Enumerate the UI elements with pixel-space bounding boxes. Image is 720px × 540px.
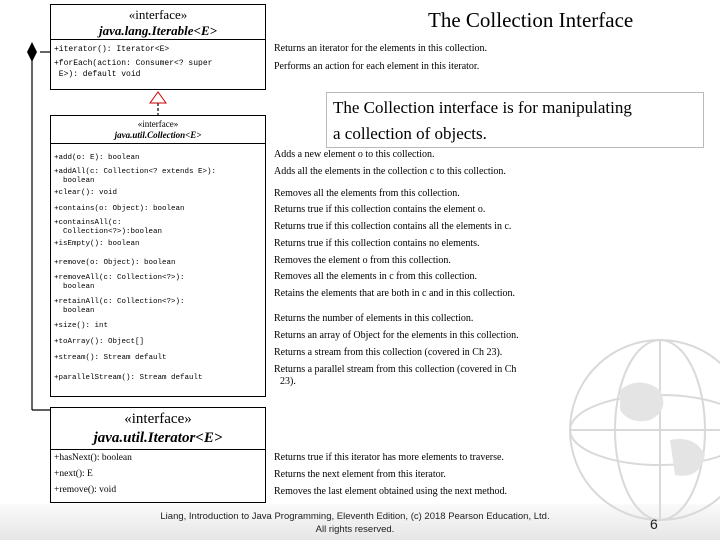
page-number: 6 <box>650 516 658 532</box>
collection-desc: 23). <box>280 376 296 387</box>
globe-watermark-icon <box>560 330 720 530</box>
collection-method: boolean <box>54 177 95 185</box>
iterator-desc: Removes the last element obtained using the next method. <box>274 486 508 497</box>
iterable-interface-box <box>50 4 266 90</box>
footer-text <box>140 510 570 536</box>
collection-method: +retainAll(c: Collection<?>): <box>54 298 185 306</box>
iterator-interface-box <box>50 407 266 503</box>
collection-method: +clear(): void <box>54 189 118 197</box>
collection-method: +parallelStream(): Stream default <box>54 374 203 382</box>
iterable-desc: Returns an iterator for the elements in this collection. <box>274 43 487 54</box>
collection-method: +toArray(): Object[] <box>54 338 145 346</box>
footer-line: Liang, Introduction to Java Programming, Eleventh Edition, (c) 2018 Pearson Education, Ltd. <box>160 511 550 522</box>
iterator-stereotype: «interface» <box>124 411 192 427</box>
iterable-method: E>): default void <box>54 70 141 79</box>
slide-title: The Collection Interface <box>428 8 634 32</box>
footer-line: All rights reserved. <box>315 524 395 535</box>
iterable-header <box>51 5 265 40</box>
collection-desc: Returns true if this collection contains all the elements in c. <box>274 221 512 232</box>
collection-desc: Returns true if this collection contains the element o. <box>274 204 486 215</box>
collection-desc: Removes the element o from this collection. <box>274 255 451 266</box>
iterator-desc: Returns true if this iterator has more elements to traverse. <box>274 452 504 463</box>
collection-method: +contains(o: Object): boolean <box>54 205 185 213</box>
collection-desc: Returns true if this collection contains no elements. <box>274 238 480 249</box>
iterator-method: +hasNext(): boolean <box>54 453 132 463</box>
iterable-stereotype: «interface» <box>128 7 188 22</box>
collection-desc: Returns the number of elements in this collection. <box>274 313 474 324</box>
collection-method: +size(): int <box>54 322 109 330</box>
collection-desc: Removes all the elements in c from this collection. <box>274 271 478 282</box>
collection-method: +add(o: E): boolean <box>54 154 140 162</box>
iterable-name: java.lang.Iterable<E> <box>98 23 218 38</box>
collection-desc: Returns a stream from this collection (covered in Ch 23). <box>274 347 503 358</box>
collection-desc: Removes all the elements from this collection. <box>274 188 460 199</box>
collection-method: +removeAll(c: Collection<?>): <box>54 274 185 282</box>
collection-header <box>51 116 265 144</box>
collection-method: boolean <box>54 283 95 291</box>
iterable-desc: Performs an action for each element in this iterator. <box>274 61 480 72</box>
iterator-method: +remove(): void <box>54 485 117 495</box>
collection-method: +isEmpty(): boolean <box>54 240 140 248</box>
collection-desc: Returns a parallel stream from this collection (covered in Ch <box>274 364 517 375</box>
iterator-method: +next(): E <box>54 469 93 479</box>
iterator-desc: Returns the next element from this iterator. <box>274 469 446 480</box>
collection-method: boolean <box>54 307 95 315</box>
callout-text-line2: a collection of objects. <box>333 124 487 143</box>
callout-box <box>326 92 704 148</box>
collection-method: +addAll(c: Collection<? extends E>): <box>54 168 217 176</box>
iterable-method: +forEach(action: Consumer<? super <box>54 59 213 68</box>
collection-desc: Adds all the elements in the collection c to this collection. <box>274 166 506 177</box>
collection-method: +stream(): Stream default <box>54 354 167 362</box>
iterator-name: java.util.Iterator<E> <box>93 430 223 446</box>
iterator-header <box>51 408 265 450</box>
collection-stereotype: «interface» <box>137 119 179 129</box>
collection-method: Collection<?>):boolean <box>54 228 163 236</box>
collection-desc: Retains the elements that are both in c and in this collection. <box>274 288 516 299</box>
callout-text-line1: The Collection interface is for manipulating <box>333 98 632 117</box>
collection-name: java.util.Collection<E> <box>114 130 202 140</box>
collection-desc: Returns an array of Object for the elements in this collection. <box>274 330 519 341</box>
iterable-method: +iterator(): Iterator<E> <box>54 45 170 54</box>
collection-method: +containsAll(c: <box>54 219 122 227</box>
collection-desc: Adds a new element o to this collection. <box>274 149 435 160</box>
collection-interface-box <box>50 115 266 397</box>
collection-method: +remove(o: Object): boolean <box>54 259 176 267</box>
